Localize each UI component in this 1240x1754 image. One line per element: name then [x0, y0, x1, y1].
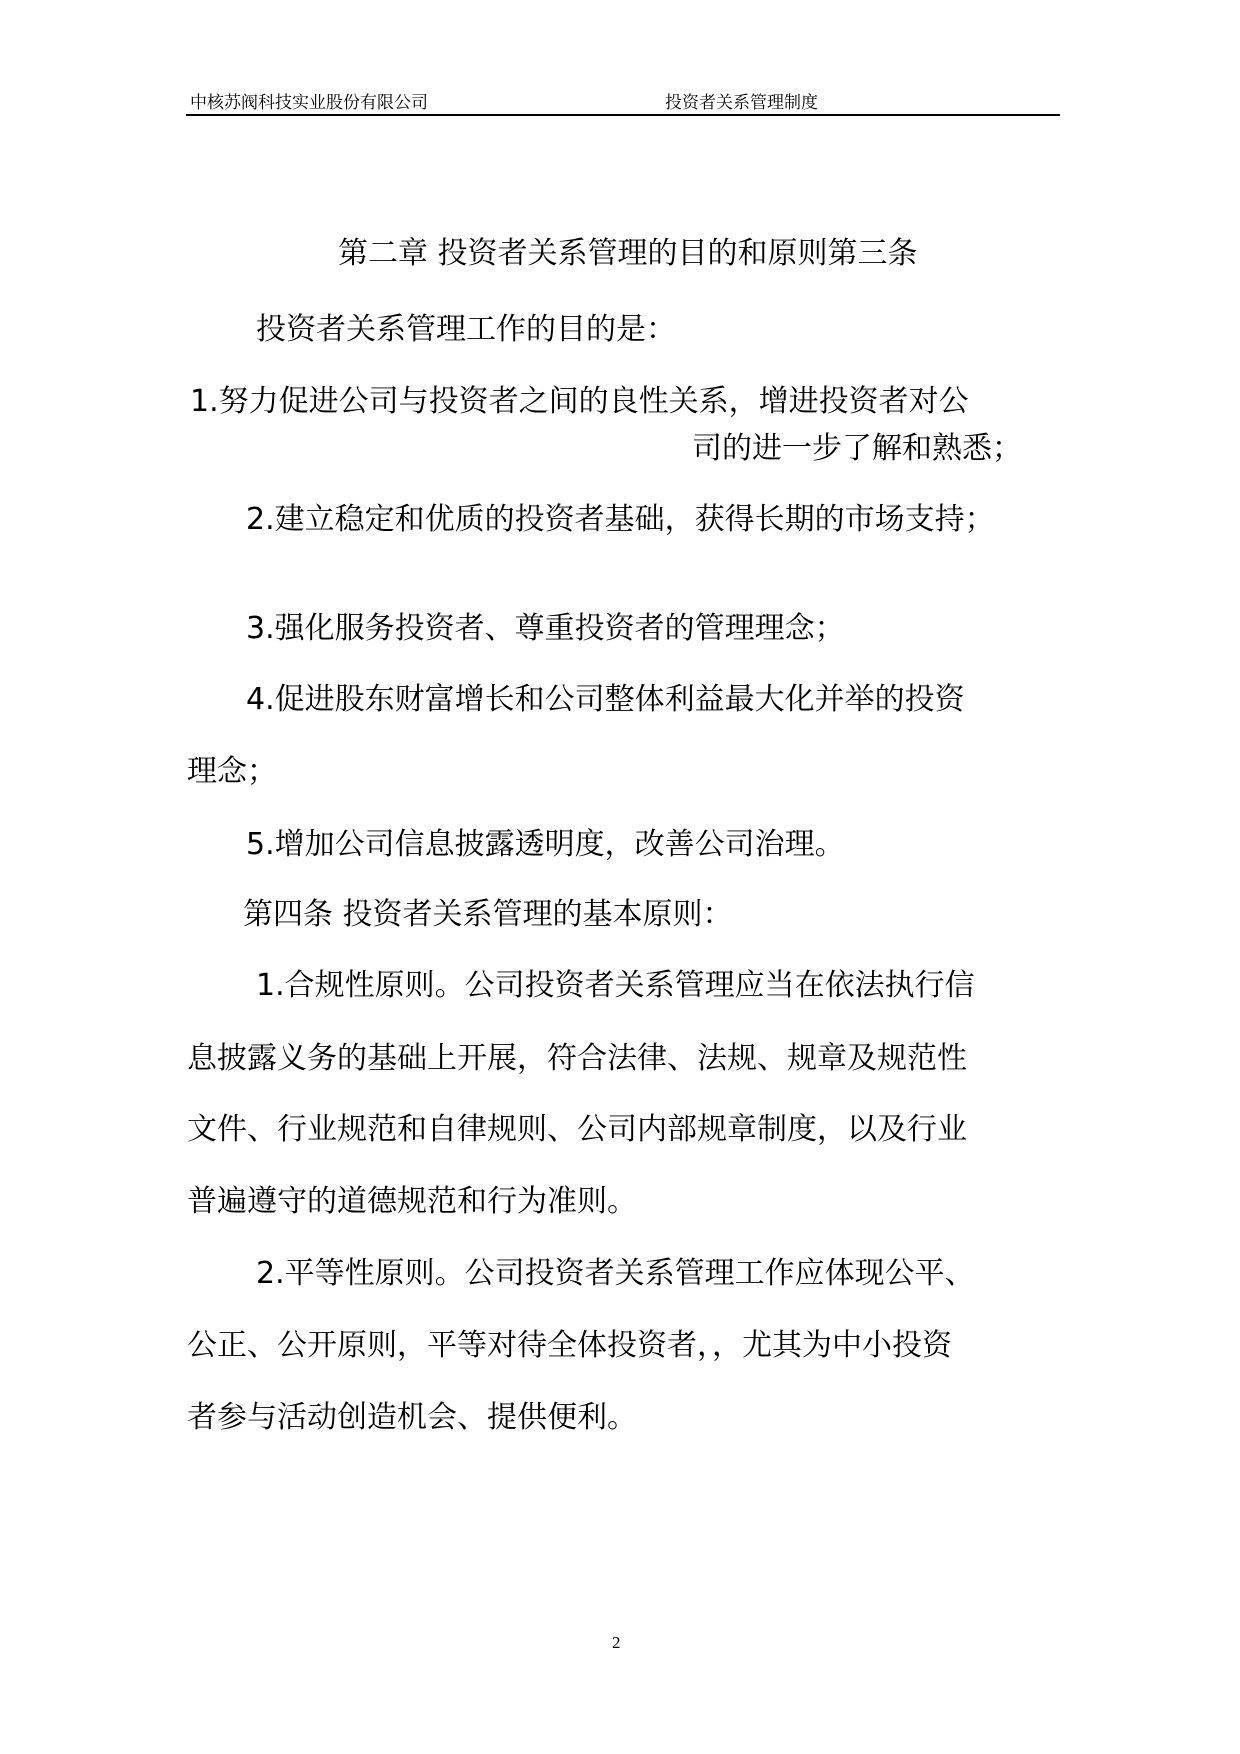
principle-2-line-1: 2.平等性原则。公司投资者关系管理工作应体现公平、 — [256, 1256, 975, 1291]
principle-1-line-3: 文件、行业规范和自律规则、公司内部规章制度，以及行业 — [187, 1112, 967, 1147]
item-3: 3.强化服务投资者、尊重投资者的管理理念； — [246, 611, 845, 646]
item-4-line-1: 4.促进股东财富增长和公司整体利益最大化并举的投资 — [246, 682, 965, 717]
header-company-name: 中核苏阀科技实业股份有限公司 — [190, 93, 428, 113]
article-4-heading: 第四条 投资者关系管理的基本原则： — [243, 897, 733, 932]
header-divider — [186, 114, 1060, 116]
chapter-heading: 第二章 投资者关系管理的目的和原则第三条 — [338, 236, 918, 271]
page-number: 2 — [612, 1633, 621, 1652]
header-document-title: 投资者关系管理制度 — [665, 93, 818, 113]
principle-2-line-3: 者参与活动创造机会、提供便利。 — [187, 1400, 637, 1435]
principle-1-line-4: 普遍遵守的道德规范和行为准则。 — [187, 1184, 637, 1219]
principle-2-line-2: 公正、公开原则，平等对待全体投资者，，尤其为中小投资 — [187, 1328, 952, 1363]
item-1-line-2: 司的进一步了解和熟悉； — [692, 431, 1022, 466]
item-1-line-1: 1.努力促进公司与投资者之间的良性关系，增进投资者对公 — [190, 384, 969, 419]
principle-1-line-2: 息披露义务的基础上开展，符合法律、法规、规章及规范性 — [187, 1041, 967, 1076]
item-5: 5.增加公司信息披露透明度，改善公司治理。 — [246, 827, 845, 862]
item-2: 2.建立稳定和优质的投资者基础，获得长期的市场支持； — [246, 502, 995, 537]
principle-1-line-1: 1.合规性原则。公司投资者关系管理应当在依法执行信 — [256, 968, 975, 1003]
purpose-intro: 投资者关系管理工作的目的是： — [256, 312, 676, 347]
item-4-line-2: 理念； — [187, 754, 277, 789]
